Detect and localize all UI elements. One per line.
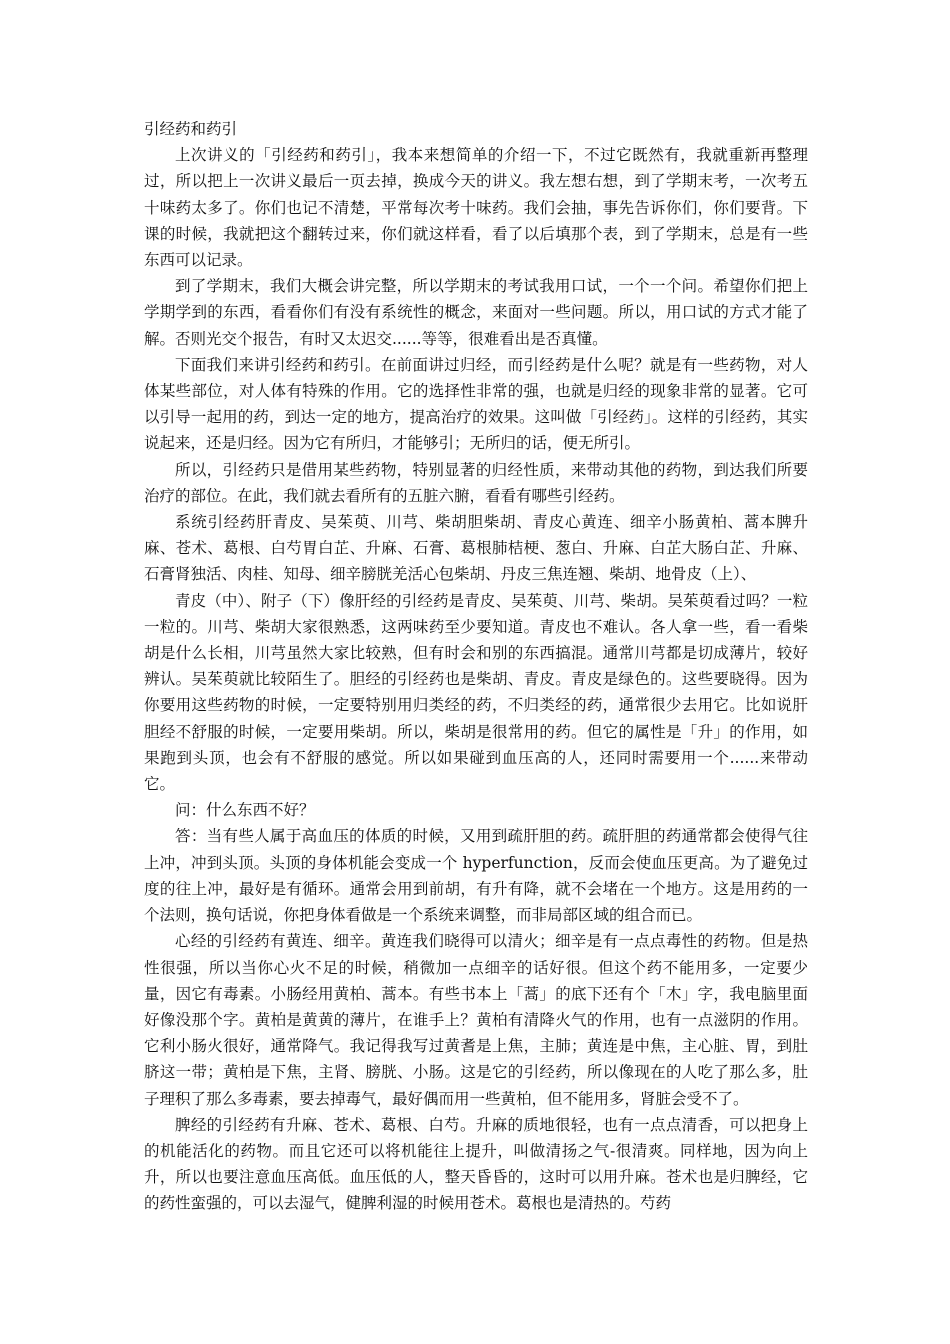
document-title: 引经药和药引 — [144, 120, 238, 138]
answer-paragraph: 答：当有些人属于高血压的体质的时候，又用到疏肝胆的药。疏肝胆的药通常都会使得气往上冲，冲到头顶。头顶的身体机能会变成一个 hyperfunction，反而会使血压更高。为了避免过度的往上冲，最好是有循环。通常会用到前胡，有升有降，就不会堵在一个地方。这是用药的一个法则，换句话说，你把身体看做是一个系统来调整，而非局部区域的组合而已。 — [144, 827, 808, 925]
paragraph: 上次讲义的「引经药和药引」，我本来想简单的介绍一下，不过它既然有，我就重新再整理过，所以把上一次讲义最后一页去掉，换成今天的讲义。我左想右想，到了学期末考，一次考五十味药太多了。你们也记不清楚，平常每次考十味药。我们会抽，事先告诉你们，你们要背。下课的时候，我就把这个翻转过来，你们就这样看，看了以后填那个表，到了学期末，总是有一些东西可以记录。 — [144, 146, 808, 270]
paragraph: 系统引经药肝青皮、吴茱萸、川芎、柴胡胆柴胡、青皮心黄连、细辛小肠黄柏、蒿本脾升麻、苍术、葛根、白芍胃白芷、升麻、石膏、葛根肺桔梗、葱白、升麻、白芷大肠白芷、升麻、石膏肾独活、肉桂、知母、细辛膀胱羌活心包柴胡、丹皮三焦连翘、柴胡、地骨皮（上）、 — [144, 513, 808, 584]
paragraph: 下面我们来讲引经药和药引。在前面讲过归经，而引经药是什么呢？就是有一些药物，对人体某些部位，对人体有特殊的作用。它的选择性非常的强，也就是归经的现象非常的显著。它可以引导一起用的药，到达一定的地方，提高治疗的效果。这叫做「引经药」。这样的引经药，其实说起来，还是归经。因为它有所归，才能够引；无所归的话，便无所引。 — [144, 355, 808, 453]
paragraph: 所以，引经药只是借用某些药物，特别显著的归经性质，来带动其他的药物，到达我们所要治疗的部位。在此，我们就去看所有的五脏六腑，看看有哪些引经药。 — [144, 460, 808, 505]
paragraph: 到了学期末，我们大概会讲完整，所以学期末的考试我用口试，一个一个问。希望你们把上学期学到的东西，看看你们有没有系统性的概念，来面对一些问题。所以，用口试的方式才能了解。否则光交个报告，有时又太迟交......等等，很难看出是否真懂。 — [144, 277, 808, 348]
paragraph: 脾经的引经药有升麻、苍术、葛根、白芍。升麻的质地很轻，也有一点点清香，可以把身上的机能活化的药物。而且它还可以将机能往上提升，叫做清扬之气-很清爽。同样地，因为向上升，所以也要注意血压高低。血压低的人，整天昏昏的，这时可以用升麻。苍术也是归脾经，它的药性蛮强的，可以去湿气，健脾利湿的时候用苍术。葛根也是清热的。芍药 — [144, 1115, 808, 1213]
paragraph: 心经的引经药有黄连、细辛。黄连我们晓得可以清火；细辛是有一点点毒性的药物。但是热性很强，所以当你心火不足的时候，稍微加一点细辛的话好很。但这个药不能用多，一定要少量，因它有毒素。小肠经用黄柏、蒿本。有些书本上「蒿」的底下还有个「木」字，我电脑里面好像没那个字。黄柏是黄黄的薄片，在谁手上？黄柏有清降火气的作用，也有一点滋阴的作用。它利小肠火很好，通常降气。我记得我写过黄耆是上焦，主肺；黄连是中焦，主心脏、胃，到肚脐这一带；黄柏是下焦，主肾、膀胱、小肠。这是它的引经药，所以像现在的人吃了那么多，肚子理积了那么多毒素，要去掉毒气，最好偶而用一些黄柏，但不能用多，肾脏会受不了。 — [144, 932, 808, 1108]
question-paragraph: 问：什么东西不好？ — [175, 801, 315, 820]
paragraph: 青皮（中）、附子（下）像肝经的引经药是青皮、吴茱萸、川芎、柴胡。吴茱萸看过吗？一粒一粒的。川芎、柴胡大家很熟悉，这两味药至少要知道。青皮也不难认。各人拿一些，看一看柴胡是什么长相，川芎虽然大家比较熟，但有时会和别的东西搞混。通常川芎都是切成薄片，较好辨认。吴茱萸就比较陌生了。胆经的引经药也是柴胡、青皮。青皮是绿色的。这些要晓得。因为你要用这些药物的时候，一定要特别用归类经的药，不归类经的药，通常很少去用它。比如说肝胆经不舒服的时候，一定要用柴胡。所以，柴胡是很常用的药。但它的属性是「升」的作用，如果跑到头顶，也会有不舒服的感觉。所以如果碰到血压高的人，还同时需要用一个......来带动它。 — [144, 591, 808, 794]
document-page — [144, 116, 808, 1217]
